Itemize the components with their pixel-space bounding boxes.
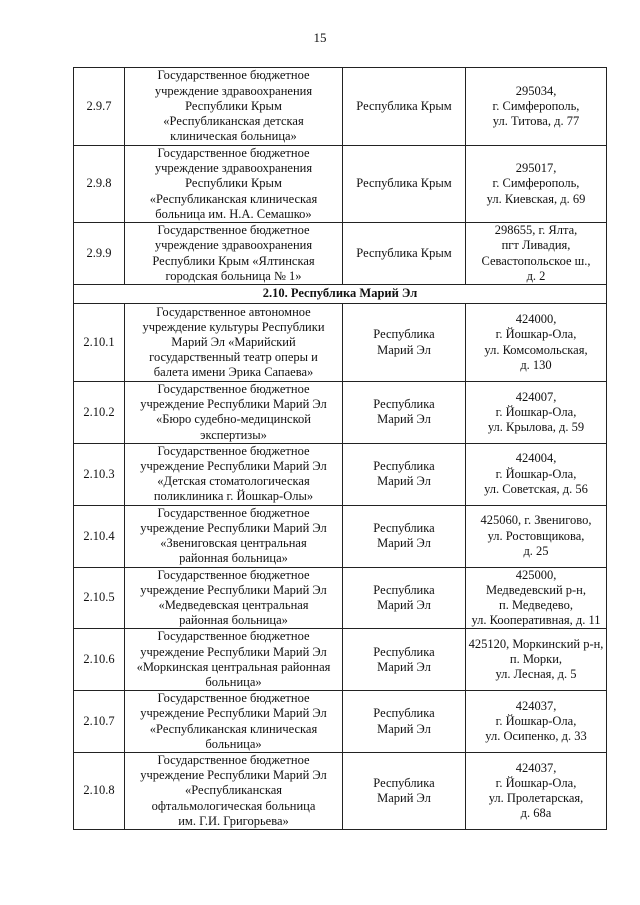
row-number: 2.10.4 (74, 505, 125, 567)
row-number: 2.9.7 (74, 68, 125, 146)
institution-name: Государственное бюджетное учреждение Республики Марий Эл «Моркинская центральная районная больница» (125, 629, 343, 691)
table-row (74, 753, 607, 830)
region: Республика Марий Эл (343, 304, 466, 382)
institution-name: Государственное бюджетное учреждение Республики Марий Эл «Медведевская центральная районная больница» (125, 567, 343, 629)
region: Республика Марий Эл (343, 505, 466, 567)
institution-name: Государственное бюджетное учреждение здравоохранения Республики Крым «Республиканская клиническая больница им. Н.А. Семашко» (125, 146, 343, 223)
region: Республика Крым (343, 223, 466, 285)
row-number: 2.9.8 (74, 146, 125, 223)
institution-name: Государственное бюджетное учреждение Республики Марий Эл «Республиканская офтальмологическая больница им. Г.И. Григорьева» (125, 753, 343, 830)
region: Республика Крым (343, 146, 466, 223)
address: 425060, г. Звенигово, ул. Ростовщикова, д. 25 (466, 505, 607, 567)
address: 425120, Моркинский р-н, п. Морки, ул. Лесная, д. 5 (466, 629, 607, 691)
row-number: 2.10.1 (74, 304, 125, 382)
institution-name: Государственное бюджетное учреждение Республики Марий Эл «Бюро судебно-медицинской экспертизы» (125, 382, 343, 444)
institutions-table (73, 67, 607, 830)
page-number: 15 (313, 30, 327, 45)
table-row (74, 443, 607, 505)
region: Республика Марий Эл (343, 629, 466, 691)
row-number: 2.9.9 (74, 223, 125, 285)
table-body (74, 68, 607, 830)
table-row (74, 629, 607, 691)
institution-name: Государственное бюджетное учреждение Республики Марий Эл «Звениговская центральная районная больница» (125, 505, 343, 567)
row-number: 2.10.3 (74, 443, 125, 505)
institution-name: Государственное бюджетное учреждение здравоохранения Республики Крым «Ялтинская городская больница № 1» (125, 223, 343, 285)
institution-name: Государственное бюджетное учреждение здравоохранения Республики Крым «Республиканская детская клиническая больница» (125, 68, 343, 146)
section-header-row (74, 285, 607, 304)
address: 295034, г. Симферополь, ул. Титова, д. 77 (466, 68, 607, 146)
address: 295017, г. Симферополь, ул. Киевская, д. 69 (466, 146, 607, 223)
table-row (74, 68, 607, 146)
row-number: 2.10.2 (74, 382, 125, 444)
row-number: 2.10.7 (74, 691, 125, 753)
institution-name: Государственное бюджетное учреждение Республики Марий Эл «Республиканская клиническая больница» (125, 691, 343, 753)
region: Республика Марий Эл (343, 382, 466, 444)
row-number: 2.10.6 (74, 629, 125, 691)
row-number: 2.10.8 (74, 753, 125, 830)
table-row (74, 691, 607, 753)
address: 424007, г. Йошкар-Ола, ул. Крылова, д. 59 (466, 382, 607, 444)
region: Республика Марий Эл (343, 443, 466, 505)
table-row (74, 382, 607, 444)
table-row (74, 304, 607, 382)
institution-name: Государственное автономное учреждение культуры Республики Марий Эл «Марийский государственный театр оперы и балета имени Эрика Сапаева» (125, 304, 343, 382)
address: 298655, г. Ялта, пгт Ливадия, Севастопольское ш., д. 2 (466, 223, 607, 285)
row-number: 2.10.5 (74, 567, 125, 629)
region: Республика Крым (343, 68, 466, 146)
table-row (74, 567, 607, 629)
address: 425000, Медведевский р-н, п. Медведево, ул. Кооперативная, д. 11 (466, 567, 607, 629)
address: 424004, г. Йошкар-Ола, ул. Советская, д. 56 (466, 443, 607, 505)
table-row (74, 146, 607, 223)
institution-name: Государственное бюджетное учреждение Республики Марий Эл «Детская стоматологическая поликлиника г. Йошкар-Олы» (125, 443, 343, 505)
region: Республика Марий Эл (343, 753, 466, 830)
address: 424037, г. Йошкар-Ола, ул. Осипенко, д. 33 (466, 691, 607, 753)
address: 424000, г. Йошкар-Ола, ул. Комсомольская, д. 130 (466, 304, 607, 382)
table-row (74, 505, 607, 567)
table-row (74, 223, 607, 285)
region: Республика Марий Эл (343, 691, 466, 753)
region: Республика Марий Эл (343, 567, 466, 629)
section-title: 2.10. Республика Марий Эл (74, 285, 607, 304)
address: 424037, г. Йошкар-Ола, ул. Пролетарская, д. 68а (466, 753, 607, 830)
